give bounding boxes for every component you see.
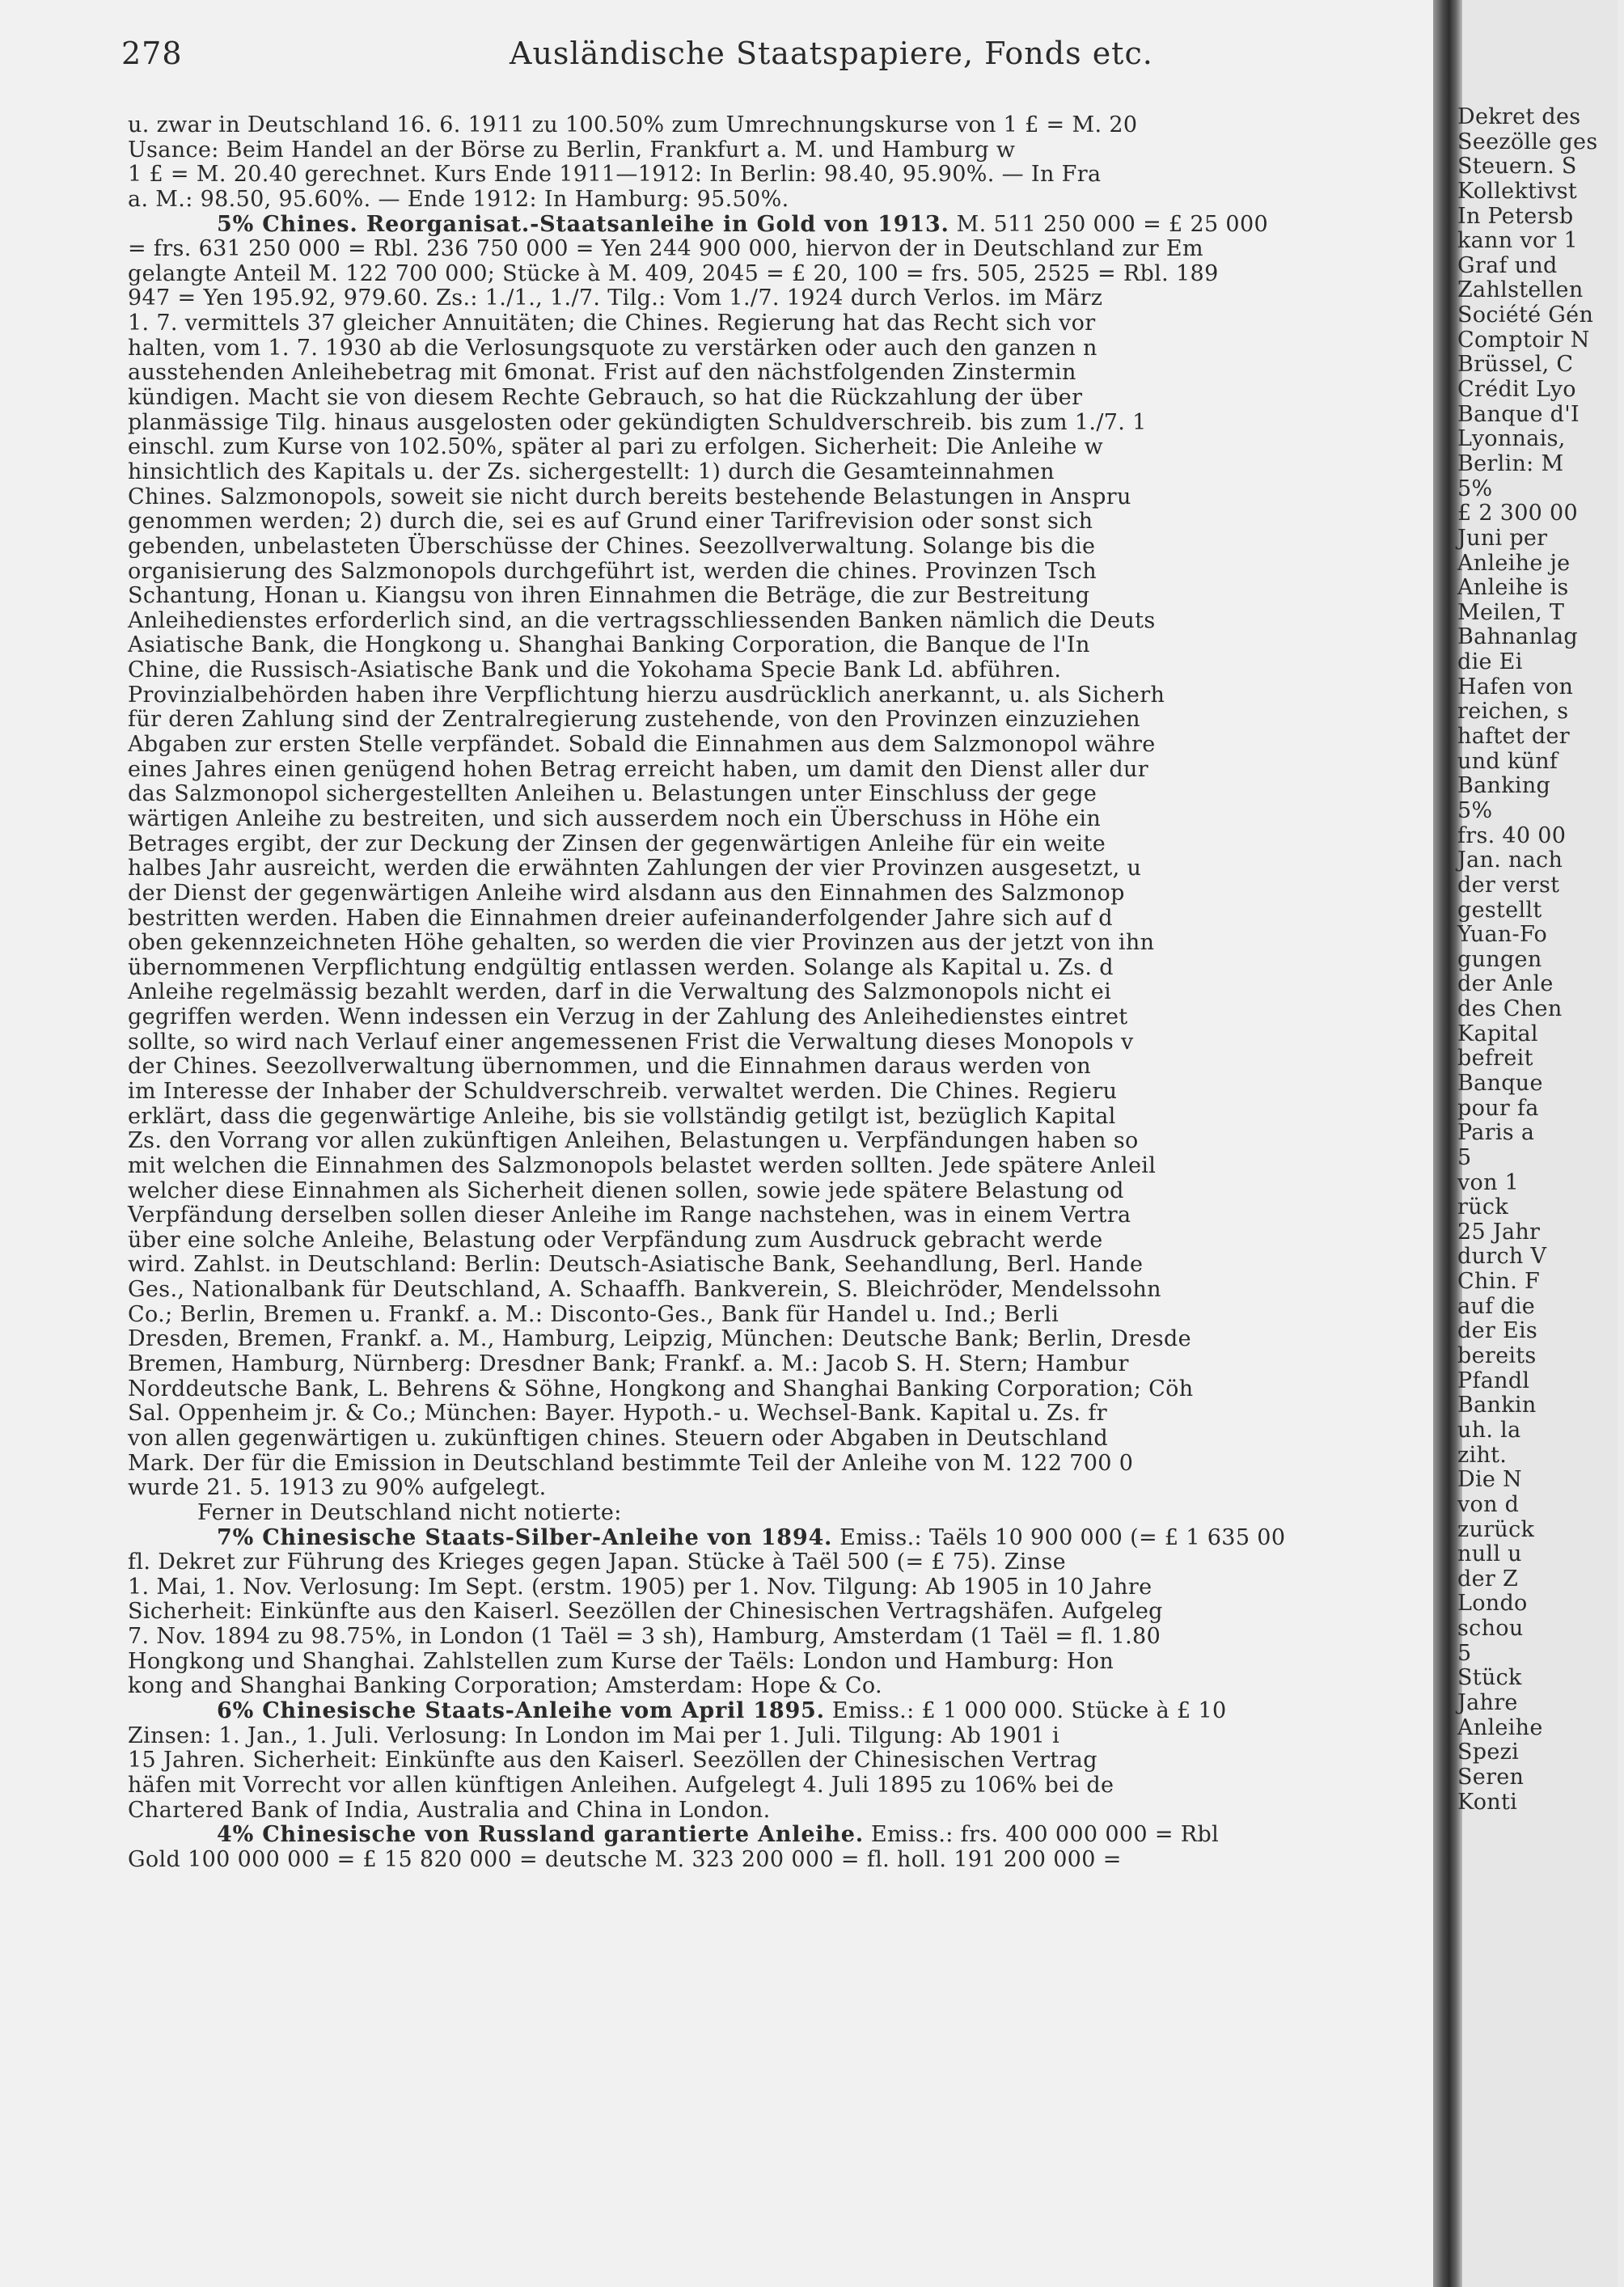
text-line: Anleihe regelmässig bezahlt werden, darf in die Verwaltung des Salzmonopols nicht ei	[128, 979, 1112, 1005]
text-line: = frs. 631 250 000 = Rbl. 236 750 000 = Yen 244 900 000, hiervon der in Deutschland zur Em	[128, 236, 1203, 262]
adjacent-text-fragment: von d	[1457, 1491, 1520, 1517]
text-line: kündigen. Macht sie von diesem Rechte Gebrauch, so hat die Rückzahlung der über	[128, 385, 1083, 411]
adjacent-text-fragment: ziht.	[1457, 1442, 1508, 1468]
text-line: 1. Mai, 1. Nov. Verlosung: Im Sept. (erstm. 1905) per 1. Nov. Tilgung: Ab 1905 in 10 Jahre	[128, 1574, 1152, 1600]
adjacent-text-fragment: Bankin	[1457, 1393, 1537, 1418]
text-line: mit welchen die Einnahmen des Salzmonopols belastet werden sollten. Jede spätere Anleil	[128, 1152, 1157, 1178]
adjacent-text-fragment: Stück	[1457, 1665, 1522, 1691]
adjacent-text-fragment: Brüssel, C	[1457, 352, 1574, 378]
text-line: Chartered Bank of India, Australia and China in London.	[128, 1797, 771, 1823]
adjacent-text-fragment: auf die	[1457, 1293, 1536, 1319]
adjacent-text-fragment: rück	[1457, 1194, 1508, 1220]
adjacent-text-fragment: 5	[1457, 1640, 1472, 1666]
adjacent-text-fragment: Banking	[1457, 773, 1551, 799]
body-text	[128, 113, 1454, 1872]
text-line: kong and Shanghai Banking Corporation; Amsterdam: Hope & Co.	[128, 1673, 882, 1699]
text-line: von allen gegenwärtigen u. zukünftigen chines. Steuern oder Abgaben in Deutschland	[128, 1425, 1109, 1451]
adjacent-text-fragment: der verst	[1457, 872, 1560, 898]
text-line: eines Jahres einen genügend hohen Betrag erreicht haben, um damit den Dienst aller dur	[128, 756, 1149, 782]
adjacent-text-fragment: die Ei	[1457, 649, 1523, 675]
text-line: a. M.: 98.50, 95.60%. — Ende 1912: In Hamburg: 95.50%.	[128, 186, 789, 212]
text-line: 1. 7. vermittels 37 gleicher Annuitäten; die Chines. Regierung hat das Recht sich vor	[128, 311, 1096, 336]
text-line: übernommenen Verpflichtung endgültig entlassen werden. Solange als Kapital u. Zs. d	[128, 954, 1114, 980]
adjacent-text-fragment: Berlin: M	[1457, 450, 1564, 476]
heading-tail: M. 511 250 000 = £ 25 000	[949, 211, 1269, 237]
text-line: wird. Zahlst. in Deutschland: Berlin: Deutsch-Asiatische Bank, Seehandlung, Berl. Hande	[128, 1252, 1144, 1278]
text-line: Schantung, Honan u. Kiangsu von ihren Einnahmen die Beträge, die zur Bestreitung	[128, 583, 1090, 609]
adjacent-text-fragment: Yuan-Fo	[1457, 922, 1548, 948]
adjacent-text-fragment: gungen	[1457, 946, 1542, 972]
section-heading-line	[128, 1823, 1454, 1848]
section-heading-line	[128, 1699, 1454, 1724]
text-line: Zs. den Vorrang vor allen zukünftigen Anleihen, Belastungen u. Verpfändungen haben so	[128, 1128, 1139, 1154]
text-line: der Dienst der gegenwärtigen Anleihe wird alsdann aus den Einnahmen des Salzmonop	[128, 880, 1125, 906]
adjacent-text-fragment: haftet der	[1457, 724, 1570, 750]
adjacent-page-text	[1457, 104, 1624, 1815]
adjacent-text-fragment: frs. 40 00	[1457, 822, 1567, 848]
adjacent-text-fragment: zurück	[1457, 1516, 1535, 1542]
section-heading-line	[128, 1526, 1454, 1551]
adjacent-text-fragment: Graf und	[1457, 252, 1558, 278]
adjacent-text-fragment: Comptoir N	[1457, 327, 1590, 353]
text-line: Dresden, Bremen, Frankf. a. M., Hamburg, Leipzig, München: Deutsche Bank; Berlin, Dresde	[128, 1326, 1191, 1352]
text-line: wurde 21. 5. 1913 zu 90% aufgelegt.	[128, 1475, 547, 1501]
adjacent-text-fragment: Anleihe is	[1457, 575, 1569, 601]
text-line: genommen werden; 2) durch die, sei es auf Grund einer Tarifrevision oder sonst sich	[128, 509, 1093, 535]
adjacent-text-fragment: In Petersb	[1457, 203, 1574, 229]
text-line: 15 Jahren. Sicherheit: Einkünfte aus den Kaiserl. Seezöllen der Chinesischen Vertrag	[128, 1748, 1097, 1773]
text-line: ausstehenden Anleihebetrag mit 6monat. Frist auf den nächstfolgenden Zinstermin	[128, 360, 1076, 386]
adjacent-text-fragment: Hafen von	[1457, 674, 1574, 700]
adjacent-text-fragment: 5%	[1457, 797, 1493, 823]
adjacent-text-fragment: Seren	[1457, 1764, 1525, 1790]
text-line: fl. Dekret zur Führung des Krieges gegen Japan. Stücke à Taël 500 (= £ 75). Zinse	[128, 1549, 1067, 1575]
adjacent-text-fragment: reichen, s	[1457, 699, 1569, 725]
adjacent-text-fragment: kann vor 1	[1457, 228, 1578, 254]
adjacent-text-fragment: Pfandl	[1457, 1368, 1530, 1393]
text-line: Sal. Oppenheim jr. & Co.; München: Bayer. Hypoth.- u. Wechsel-Bank. Kapital u. Zs. fr	[128, 1401, 1107, 1427]
text-line: Usance: Beim Handel an der Börse zu Berlin, Frankfurt a. M. und Hamburg w	[128, 137, 1016, 163]
adjacent-text-fragment: des Chen	[1457, 996, 1563, 1022]
text-line: bestritten werden. Haben die Einnahmen dreier aufeinanderfolgender Jahre sich auf d	[128, 905, 1113, 931]
text-line: halten, vom 1. 7. 1930 ab die Verlosungsquote zu verstärken oder auch den ganzen n	[128, 335, 1097, 361]
adjacent-text-fragment: Crédit Lyo	[1457, 377, 1576, 403]
adjacent-text-fragment: der Eis	[1457, 1318, 1538, 1344]
text-line: Hongkong und Shanghai. Zahlstellen zum Kurse der Taëls: London und Hamburg: Hon	[128, 1648, 1114, 1674]
running-head: Ausländische Staatspapiere, Fonds etc.	[510, 36, 1153, 71]
adjacent-text-fragment: Kollektivst	[1457, 178, 1578, 204]
text-line: für deren Zahlung sind der Zentralregierung zustehende, von den Provinzen einzuziehen	[128, 707, 1140, 733]
text-line: Provinzialbehörden haben ihre Verpflichtung hierzu ausdrücklich anerkannt, u. als Sicherh	[128, 682, 1165, 708]
adjacent-text-fragment: Zahlstellen	[1457, 277, 1584, 303]
adjacent-text-fragment: 5	[1457, 1144, 1472, 1170]
text-line: Verpfändung derselben sollen dieser Anleihe im Range nachstehen, was in einem Vertra	[128, 1203, 1131, 1228]
section-heading-4pct-russland: 4% Chinesische von Russland garantierte Anleihe.	[217, 1822, 864, 1848]
text-line: Norddeutsche Bank, L. Behrens & Söhne, Hongkong and Shanghai Banking Corporation; Cöh	[128, 1376, 1194, 1401]
text-line: Sicherheit: Einkünfte aus den Kaiserl. Seezöllen der Chinesischen Vertragshäfen. Aufgeleg	[128, 1599, 1163, 1625]
adjacent-text-fragment: Dekret des	[1457, 104, 1581, 129]
adjacent-text-fragment: durch V	[1457, 1244, 1547, 1270]
adjacent-text-fragment: uh. la	[1457, 1417, 1521, 1443]
text-line: gelangte Anteil M. 122 700 000; Stücke à M. 409, 2045 = £ 20, 100 = frs. 505, 2525 = Rbl. 189	[128, 260, 1219, 286]
text-line: häfen mit Vorrecht vor allen künftigen Anleihen. Aufgelegt 4. Juli 1895 zu 106% bei de	[128, 1772, 1114, 1798]
text-line: das Salzmonopol sichergestellten Anleihen u. Belastungen unter Einschluss der gege	[128, 781, 1097, 807]
text-line: Gold 100 000 000 = £ 15 820 000 = deutsche M. 323 200 000 = fl. holl. 191 200 000 =	[128, 1846, 1122, 1872]
adjacent-text-fragment: Meilen, T	[1457, 599, 1565, 625]
adjacent-text-fragment: und künf	[1457, 748, 1558, 774]
text-line: erklärt, dass die gegenwärtige Anleihe, bis sie vollständig getilgt ist, bezüglich Kapital	[128, 1103, 1116, 1129]
text-line: Chines. Salzmonopols, soweit sie nicht durch bereits bestehende Belastungen in Anspru	[128, 484, 1131, 509]
text-line: 947 = Yen 195.92, 979.60. Zs.: 1./1., 1./7. Tilg.: Vom 1./7. 1924 durch Verlos. im März	[128, 285, 1103, 311]
adjacent-text-fragment: von 1	[1457, 1169, 1520, 1195]
adjacent-text-fragment: Paris a	[1457, 1120, 1535, 1146]
adjacent-text-fragment: der Anle	[1457, 971, 1554, 997]
adjacent-text-fragment: Kapital	[1457, 1021, 1538, 1046]
section-heading-7pct-1894: 7% Chinesische Staats-Silber-Anleihe von 1894.	[217, 1524, 833, 1550]
text-line: planmässige Tilg. hinaus ausgelosten oder gekündigten Schuldverschreib. bis zum 1./7. 1	[128, 409, 1147, 435]
adjacent-text-fragment: Bahnanlag	[1457, 624, 1578, 650]
text-line: oben gekennzeichneten Höhe gehalten, so werden die vier Provinzen aus der jetzt von ihn	[128, 930, 1155, 956]
heading-tail: Emiss.: Taëls 10 900 000 (= £ 1 635 00	[832, 1524, 1286, 1550]
adjacent-page-edge	[1457, 0, 1618, 2287]
adjacent-text-fragment: gestellt	[1457, 897, 1542, 923]
text-line: Ges., Nationalbank für Deutschland, A. Schaaffh. Bankverein, S. Bleichröder, Mendelssohn	[128, 1277, 1161, 1303]
adjacent-text-fragment: Steuern. S	[1457, 154, 1577, 180]
page-number: 278	[121, 36, 183, 71]
heading-tail: Emiss.: frs. 400 000 000 = Rbl	[863, 1822, 1220, 1848]
text-line: im Interesse der Inhaber der Schuldverschreib. verwaltet werden. Die Chines. Regieru	[128, 1078, 1118, 1104]
adjacent-text-fragment: Jahre	[1457, 1690, 1518, 1715]
text-line: Asiatische Bank, die Hongkong u. Shanghai Banking Corporation, die Banque de l'In	[128, 632, 1090, 658]
text-line: über eine solche Anleihe, Belastung oder Verpfändung zum Ausdruck gebracht werde	[128, 1227, 1103, 1253]
adjacent-text-fragment: Konti	[1457, 1789, 1518, 1815]
text-line: gegriffen werden. Wenn indessen ein Verzug in der Zahlung des Anleihedienstes eintret	[128, 1004, 1128, 1030]
text-line: Zinsen: 1. Jan., 1. Juli. Verlosung: In London im Mai per 1. Juli. Tilgung: Ab 1901 i	[128, 1723, 1060, 1748]
text-line: sollte, so wird nach Verlauf einer angemessenen Frist die Verwaltung dieses Monopols v	[128, 1029, 1134, 1055]
text-line: Mark. Der für die Emission in Deutschland bestimmte Teil der Anleihe von M. 122 700 0	[128, 1450, 1134, 1476]
text-line: Bremen, Hamburg, Nürnberg: Dresdner Bank; Frankf. a. M.: Jacob S. H. Stern; Hambur	[128, 1351, 1129, 1377]
adjacent-text-fragment: Spezi	[1457, 1740, 1520, 1765]
adjacent-text-fragment: bereits	[1457, 1343, 1537, 1369]
text-line: hinsichtlich des Kapitals u. der Zs. sichergestellt: 1) durch die Gesamteinnahmen	[128, 459, 1055, 484]
adjacent-text-fragment: schou	[1457, 1616, 1524, 1642]
adjacent-text-fragment: Anleihe je	[1457, 550, 1571, 576]
text-line: Betrages ergibt, der zur Deckung der Zinsen der gegenwärtigen Anleihe für ein weite	[128, 831, 1106, 856]
text-line: 7. Nov. 1894 zu 98.75%, in London (1 Taël = 3 sh), Hamburg, Amsterdam (1 Taël = fl. 1.80	[128, 1624, 1161, 1650]
adjacent-text-fragment: Banque	[1457, 1070, 1543, 1096]
section-heading-line	[128, 213, 1454, 238]
section-heading-6pct-1895: 6% Chinesische Staats-Anleihe vom April 1895.	[217, 1698, 825, 1723]
text-line: 1 £ = M. 20.40 gerechnet. Kurs Ende 1911—1912: In Berlin: 98.40, 95.90%. — In Fra	[128, 162, 1102, 188]
adjacent-text-fragment: £ 2 300 00	[1457, 501, 1578, 526]
adjacent-text-fragment: Chin. F	[1457, 1269, 1541, 1295]
text-line: u. zwar in Deutschland 16. 6. 1911 zu 100.50% zum Umrechnungskurse von 1 £ = M. 20	[128, 112, 1138, 137]
section-heading-5pct-1913: 5% Chines. Reorganisat.-Staatsanleihe in Gold von 1913.	[217, 211, 949, 237]
adjacent-text-fragment: Lyonnais,	[1457, 426, 1566, 452]
page-header	[121, 36, 1432, 84]
adjacent-text-fragment: Juni per	[1457, 525, 1548, 551]
adjacent-text-fragment: der Z	[1457, 1566, 1519, 1592]
heading-tail: Emiss.: £ 1 000 000. Stücke à £ 10	[824, 1698, 1227, 1723]
adjacent-text-fragment: Société Gén	[1457, 302, 1594, 328]
text-line: Abgaben zur ersten Stelle verpfändet. Sobald die Einnahmen aus dem Salzmonopol währe	[128, 732, 1156, 758]
adjacent-text-fragment: 25 Jahr	[1457, 1219, 1541, 1245]
adjacent-text-fragment: 5%	[1457, 476, 1493, 501]
text-line: welcher diese Einnahmen als Sicherheit dienen sollen, sowie jede spätere Belastung od	[128, 1177, 1124, 1203]
adjacent-text-fragment: Seezölle ges	[1457, 129, 1598, 154]
text-line: Ferner in Deutschland nicht notierte:	[197, 1499, 622, 1525]
text-line: der Chines. Seezollverwaltung übernommen, und die Einnahmen daraus werden von	[128, 1054, 1092, 1080]
text-line: wärtigen Anleihe zu bestreiten, und sich ausserdem noch ein Überschuss in Höhe ein	[128, 805, 1102, 831]
text-line: Anleihedienstes erforderlich sind, an die vertragsschliessenden Banken nämlich die Deuts	[128, 607, 1156, 633]
adjacent-text-fragment: Banque d'I	[1457, 401, 1580, 427]
adjacent-text-fragment: befreit	[1457, 1046, 1533, 1072]
adjacent-text-fragment: Jan. nach	[1457, 848, 1563, 873]
adjacent-text-fragment: null u	[1457, 1541, 1522, 1567]
adjacent-text-fragment: Anleihe	[1457, 1714, 1543, 1740]
adjacent-text-fragment: Londo	[1457, 1591, 1528, 1617]
text-line: organisierung des Salzmonopols durchgeführt ist, werden die chines. Provinzen Tsch	[128, 558, 1097, 584]
adjacent-text-fragment: Die N	[1457, 1467, 1522, 1493]
text-line: einschl. zum Kurse von 102.50%, später al pari zu erfolgen. Sicherheit: Die Anleihe w	[128, 434, 1104, 460]
adjacent-text-fragment: pour fa	[1457, 1095, 1539, 1121]
text-line: halbes Jahr ausreicht, werden die erwähnten Zahlungen der vier Provinzen ausgesetzt, u	[128, 856, 1142, 881]
text-line: Co.; Berlin, Bremen u. Frankf. a. M.: Disconto-Ges., Bank für Handel u. Ind.; Berli	[128, 1301, 1059, 1327]
text-line: gebenden, unbelasteten Überschüsse der Chines. Seezollverwaltung. Solange bis die	[128, 533, 1096, 559]
text-line: Chine, die Russisch-Asiatische Bank und die Yokohama Specie Bank Ld. abführen.	[128, 657, 1062, 683]
